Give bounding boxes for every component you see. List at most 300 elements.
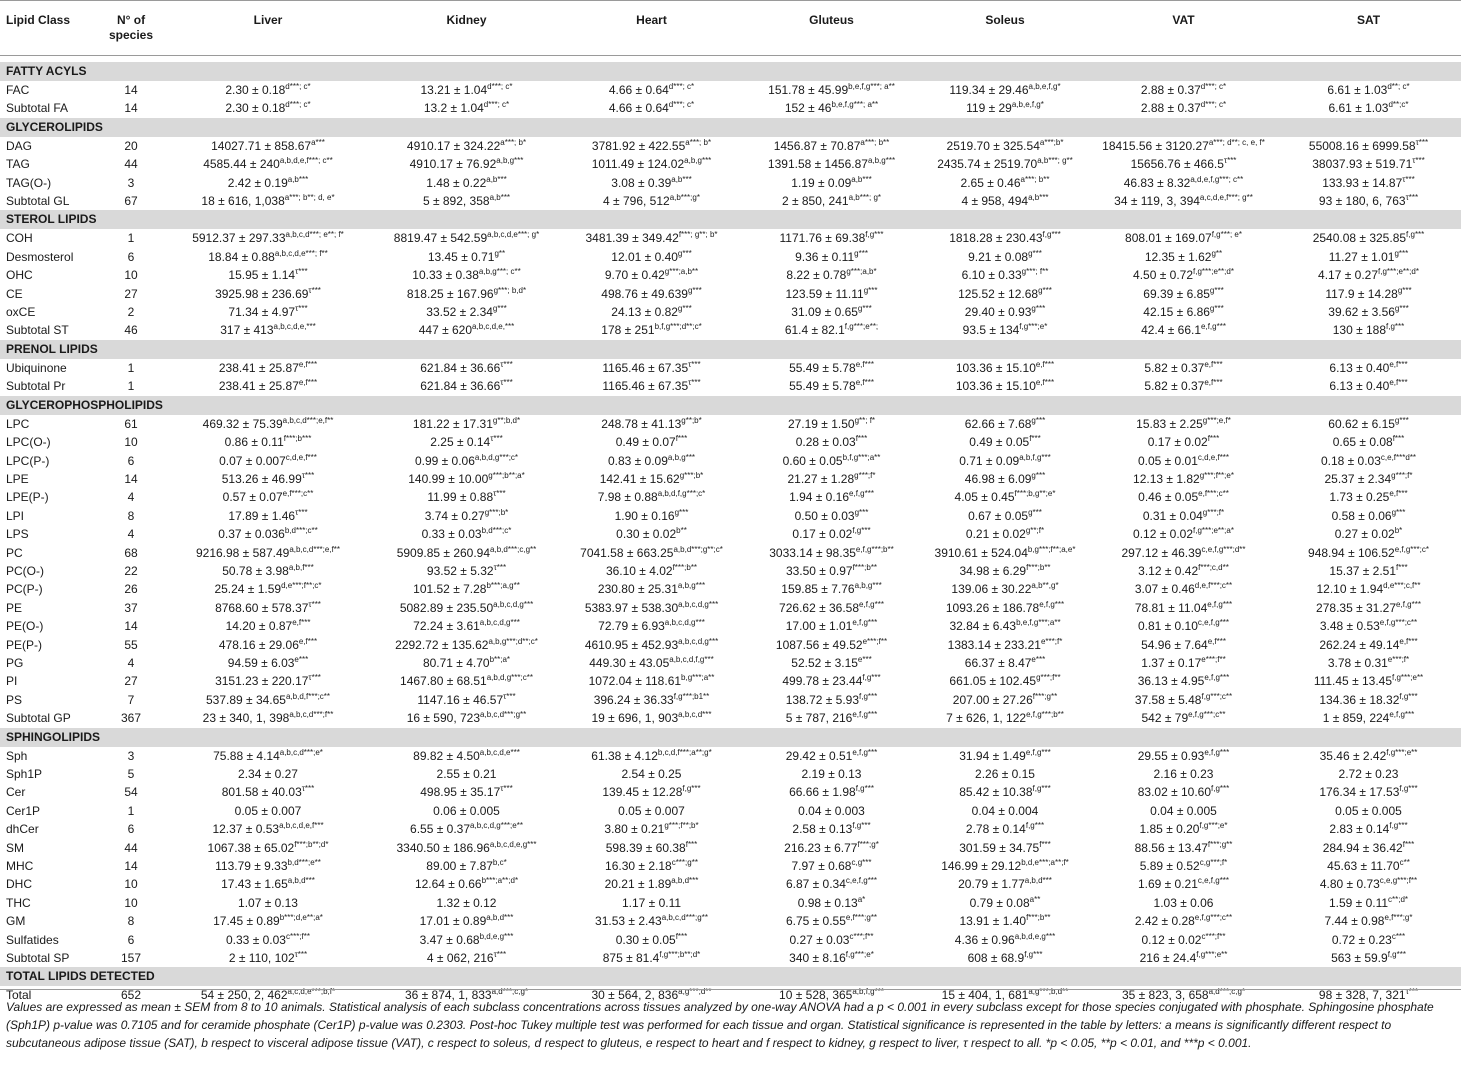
value-cell: $0.17 \pm 0.02^{f***}$ [1147, 434, 1220, 450]
value-cell: $2.42 \pm 0.19^{a,b***}$ [227, 174, 309, 190]
value-cell: $1818.28 \pm 230.43^{f,g***}$ [949, 230, 1061, 246]
value-cell: $4585.44 \pm 240^{a,b,d,e,f***; c**}$ [203, 156, 333, 172]
species-count-cell: 22 [124, 563, 138, 578]
value-cell: $3340.50 \pm 186.96^{a,b,c,d,e,g***}$ [396, 839, 537, 855]
value-cell: $818.25 \pm 167.96^{g***; b,d*}$ [406, 285, 527, 301]
section-header-row [0, 340, 1461, 359]
table-row [0, 691, 1461, 709]
value-cell: $45.63 \pm 11.70^{c**}$ [1327, 858, 1410, 874]
value-cell: $1.37 \pm 0.17^{e***;f**}$ [1141, 654, 1226, 670]
species-count-cell: 1 [127, 379, 135, 394]
column-header: Heart [636, 13, 667, 27]
value-cell: $301.59 \pm 34.75^{f***}$ [959, 839, 1051, 855]
section-title: PRENOL LIPIDS [0, 340, 1461, 359]
value-cell: $2.30 \pm 0.18^{d***; c*}$ [225, 100, 311, 116]
table-row [0, 377, 1461, 395]
value-cell: $0.98 \pm 0.13^{a*}$ [797, 894, 866, 910]
value-cell: $72.79 \pm 6.93^{a,b,c,d,g***}$ [598, 618, 705, 634]
value-cell: $75.88 \pm 4.14^{a,b,c,d***;e*}$ [213, 747, 323, 763]
value-cell: $7041.58 \pm 663.25^{a,b,d***;g**;c*}$ [580, 544, 723, 560]
value-cell: $2435.74 \pm 2519.70^{a,b***; g**}$ [937, 156, 1073, 172]
value-cell: $216.23 \pm 6.77^{f***;g*}$ [784, 839, 879, 855]
lipid-class-cell: Subtotal GL [6, 194, 70, 209]
table-row [0, 912, 1461, 930]
table-row [0, 470, 1461, 488]
value-cell: $4.80 \pm 0.73^{c,e,g***;f**}$ [1319, 876, 1418, 892]
footnote-divider [0, 989, 1461, 990]
lipid-class-cell: oxCE [6, 305, 36, 320]
table-row [0, 415, 1461, 433]
value-cell: $3.80 \pm 0.21^{g***;f**;b*}$ [604, 821, 699, 837]
value-cell: $29.40 \pm 0.93^{g***}$ [964, 304, 1046, 320]
table-row [0, 192, 1461, 210]
value-cell: 0.04 ± 0.004 [971, 803, 1039, 818]
value-cell: $801.58 \pm 40.03^{\tau***}$ [221, 784, 315, 800]
section-title: GLYCEROLIPIDS [0, 118, 1461, 137]
lipid-class-cell: LPC(O-) [6, 435, 51, 450]
value-cell: $27.19 \pm 1.50^{g**; f*}$ [787, 415, 876, 431]
value-cell: $0.30 \pm 0.05^{f***}$ [615, 931, 688, 947]
table-row [0, 452, 1461, 470]
species-count-cell: 5 [127, 767, 135, 781]
value-cell: $284.94 \pm 36.42^{f***}$ [1322, 839, 1415, 855]
value-cell: $0.57 \pm 0.07^{e,f***;c**}$ [222, 489, 314, 505]
value-cell: $20.21 \pm 1.89^{a,b,d***}$ [604, 876, 699, 892]
table-row [0, 875, 1461, 893]
lipid-class-cell: Subtotal FA [6, 101, 69, 116]
value-cell: 7 ± 626, 1, $122^{e,f,g***;b**}$ [946, 710, 1064, 726]
value-cell: $0.99 \pm 0.06^{a,b,d,g***;c*}$ [414, 452, 519, 468]
species-count-cell: 2 [127, 305, 135, 320]
lipid-class-cell: PE(P-) [6, 637, 42, 652]
value-cell: $3.47 \pm 0.68^{b,d,e,g***}$ [419, 931, 514, 947]
value-cell: $11.99 \pm 0.88^{\tau***}$ [427, 489, 506, 505]
value-cell: $0.33 \pm 0.03^{c***;f**}$ [226, 931, 310, 947]
value-cell: $13.21 \pm 1.04^{d***; c*}$ [420, 82, 513, 97]
value-cell: $3.07 \pm 0.46^{d,e,f***;c**}$ [1134, 581, 1233, 597]
value-cell: 15 ± 404, 1, $681^{a,g***;b,d**}$ [941, 987, 1069, 1003]
species-count-cell: 652 [120, 988, 142, 1003]
value-cell: $0.79 \pm 0.08^{a**}$ [969, 894, 1041, 910]
value-cell: $0.27 \pm 0.03^{c***;f**}$ [789, 931, 874, 947]
value-cell: 35 ± 823, 3, $658^{a,d***;c,g*}$ [1121, 987, 1246, 1003]
value-cell: $0.50 \pm 0.03^{g***}$ [794, 507, 869, 523]
value-cell: 98 ± 328, 7, $321^{\tau***}$ [1318, 987, 1419, 1003]
value-cell: $0.83 \pm 0.09^{a,b,g***}$ [607, 452, 696, 468]
species-count-cell: 10 [124, 895, 138, 910]
lipid-class-cell: Subtotal ST [6, 323, 69, 338]
lipid-class-cell: FAC [6, 83, 30, 97]
value-cell: $113.79 \pm 9.33^{b,d***;e**}$ [215, 858, 321, 874]
value-cell: $4.50 \pm 0.72^{f,g***;e**;d*}$ [1133, 267, 1234, 283]
value-cell: $6.61 \pm 1.03^{d**; c*}$ [1327, 82, 1410, 97]
species-count-cell: 3 [127, 748, 135, 763]
value-cell: $6.13 \pm 0.40^{e,f***}$ [1329, 359, 1408, 375]
species-count-cell: 26 [124, 582, 138, 597]
value-cell: $17.45 \pm 0.89^{b***;d,e**;a*}$ [213, 913, 323, 929]
value-cell: $0.18 \pm 0.03^{c,e,f***d**}$ [1320, 452, 1417, 468]
lipid-class-cell: PG [6, 655, 24, 670]
table-row [0, 654, 1461, 672]
value-cell: $8.22 \pm 0.78^{g***;a,b*}$ [786, 267, 877, 283]
table-row [0, 174, 1461, 192]
value-cell: $1.19 \pm 0.09^{a,b***}$ [791, 174, 872, 190]
value-cell: $3.48 \pm 0.53^{e,f,g***;c**}$ [1319, 618, 1418, 634]
value-cell: $139.06 \pm 30.22^{a,b**,g*}$ [951, 581, 1059, 597]
lipid-class-cell: DAG [6, 138, 33, 153]
value-cell: $542 \pm 79^{e,f,g***;c**}$ [1141, 710, 1226, 726]
value-cell: $20.79 \pm 1.77^{a,b,d***}$ [958, 876, 1052, 892]
value-cell: $3033.14 \pm 98.35^{e,f,g***;b**}$ [769, 544, 894, 560]
value-cell: $1.69 \pm 0.21^{c,e,f,g***}$ [1137, 876, 1230, 892]
value-cell: $9.21 \pm 0.08^{g***}$ [968, 248, 1042, 264]
value-cell: $621.84 \pm 36.66^{\tau***}$ [420, 359, 513, 375]
lipid-class-cell: GM [6, 914, 26, 929]
value-cell: $808.01 \pm 169.07^{f,g***; e*}$ [1125, 230, 1242, 246]
value-cell: $0.12 \pm 0.02^{c***;f**}$ [1141, 931, 1226, 947]
species-count-cell: 4 [127, 655, 135, 670]
species-count-cell: 10 [124, 435, 138, 450]
value-cell: $38037.93 \pm 519.71^{\tau***}$ [1312, 156, 1425, 172]
value-cell: 2.72 ± 0.23 [1338, 767, 1399, 781]
value-cell: $513.26 \pm 46.99^{\tau***}$ [221, 470, 315, 486]
value-cell: $0.28 \pm 0.03^{f***}$ [795, 434, 868, 450]
table-row [0, 137, 1461, 155]
table-row [0, 81, 1461, 99]
value-cell: $875 \pm 81.4^{f,g***;b**;d*}$ [602, 950, 701, 966]
value-cell: $1087.56 \pm 49.52^{e***;f**}$ [775, 636, 888, 652]
table-row [0, 709, 1461, 727]
value-cell: $2.83 \pm 0.14^{f,g***}$ [1329, 821, 1408, 837]
value-cell: $0.60 \pm 0.05^{b,f,g***;a**}$ [782, 452, 881, 468]
value-cell: $1.85 \pm 0.20^{f,g***;e*}$ [1139, 821, 1228, 837]
value-cell: $2.65 \pm 0.46^{a***; b**}$ [960, 174, 1050, 190]
value-cell: $1165.46 \pm 67.35^{\tau***}$ [602, 359, 701, 375]
section-title: STEROL LIPIDS [0, 210, 1461, 229]
value-cell: $1147.16 \pm 46.57^{\tau***}$ [417, 691, 516, 707]
species-count-cell: 1 [127, 803, 135, 818]
value-cell: $1.59 \pm 0.11^{c**;d*}$ [1328, 894, 1409, 910]
table-footnote: Values are expressed as mean ± SEM from 8 to 10 animals. Statistical analysis of each subclass concentrations across tissues analyzed by one-way ANOVA had a p < 0.001 in every subclass except for those species conjugated with phosphate. Sphingosine phosphate (Sph1P) p-value was 0.7105 and for ceramide phosphate (Cer1P) p-value was 0.2303. Post-hoc Tukey multiple test was performed for each tissue and organ. Statistical significance is represented in the table by letters: a means is significantly different respect to subcutaneous adipose tissue (SAT), b respect to visceral adipose tissue (VAT), c respect to soleus, d respect to gluteus, e respect to heart and f respect to kidney, g respect to liver, τ respect to all. *p < 0.05, **p < 0.01, and ***p < 0.001. [6, 1000, 1434, 1050]
value-cell: $13.45 \pm 0.71^{g**}$ [427, 248, 506, 264]
value-cell: $89.82 \pm 4.50^{a,b,c,d,e***}$ [413, 747, 520, 763]
value-cell: $4.17 \pm 0.27^{f,g***;e**;d*}$ [1318, 267, 1419, 283]
value-cell: $262.24 \pm 49.14^{e,f***}$ [1319, 636, 1418, 652]
table-row [0, 507, 1461, 525]
lipid-class-cell: Total [6, 988, 32, 1003]
value-cell: $4910.17 \pm 76.92^{a,b,g***}$ [409, 156, 524, 172]
table-row [0, 599, 1461, 617]
value-cell: $230.80 \pm 25.31^{a,b,g***}$ [597, 581, 706, 597]
value-cell: 93 ± 180, 6, $763^{\tau***}$ [1318, 193, 1419, 209]
value-cell: $1011.49 \pm 124.02^{a,b,g***}$ [591, 156, 712, 172]
value-cell: $478.16 \pm 29.06^{e,f***}$ [218, 636, 318, 652]
value-cell: $449.30 \pm 43.05^{a,b,c,d,f,g***}$ [589, 654, 714, 670]
value-cell: $50.78 \pm 3.98^{a,b,f***}$ [222, 562, 314, 578]
table-row [0, 783, 1461, 801]
lipid-class-cell: DHC [6, 877, 32, 892]
lipid-class-cell: LPC(P-) [6, 453, 50, 468]
lipid-class-cell: Sph [6, 748, 28, 763]
value-cell: 1.17 ± 0.11 [621, 895, 682, 910]
value-cell: $14027.71 \pm 858.67^{a***}$ [211, 137, 325, 153]
lipid-class-cell: PE [6, 600, 23, 615]
value-cell: $72.24 \pm 3.61^{a,b,c,d,g***}$ [413, 618, 520, 634]
column-header: Gluteus [809, 13, 854, 27]
value-cell: $5082.89 \pm 235.50^{a,b,c,d,g***}$ [399, 599, 534, 615]
column-header: VAT [1172, 13, 1195, 27]
lipid-class-cell: CE [6, 286, 23, 301]
section-header-row [0, 210, 1461, 229]
value-cell: $17.01 \pm 0.89^{a,b,d***}$ [419, 913, 514, 929]
value-cell: $948.94 \pm 106.52^{e,f,g***;c*}$ [1308, 544, 1429, 560]
species-count-cell: 44 [124, 157, 138, 172]
value-cell: $1.90 \pm 0.16^{g***}$ [614, 507, 689, 523]
lipid-class-cell: PC(P-) [6, 582, 43, 597]
value-cell: $55.49 \pm 5.78^{e,f***}$ [789, 359, 874, 375]
value-cell: 2.34 ± 0.27 [238, 767, 298, 781]
species-count-cell: 46 [124, 323, 138, 338]
table-row [0, 894, 1461, 912]
value-cell: $103.36 \pm 15.10^{e,f***}$ [955, 359, 1055, 375]
value-cell: $93.5 \pm 134^{f,g***;e*}$ [962, 322, 1048, 338]
value-cell: $3481.39 \pm 349.42^{f***; g**; b*}$ [585, 230, 718, 246]
table-row [0, 672, 1461, 690]
species-count-cell: 6 [127, 249, 135, 264]
value-cell: $138.72 \pm 5.93^{f,g***}$ [785, 691, 878, 707]
lipid-class-cell: LPC [6, 416, 30, 431]
table-row [0, 802, 1461, 820]
lipid-class-cell: LPE [6, 471, 29, 486]
value-cell: $1165.46 \pm 67.35^{\tau***}$ [602, 378, 701, 394]
value-cell: $11.27 \pm 1.01^{g***}$ [1328, 248, 1409, 264]
value-cell: $6.13 \pm 0.40^{e,f***}$ [1329, 378, 1408, 394]
value-cell: $4610.95 \pm 452.93^{a,b,c,d,g***}$ [584, 636, 719, 652]
lipid-class-cell: PS [6, 692, 23, 707]
value-cell: $2.58 \pm 0.13^{f,g***}$ [792, 821, 871, 837]
table-body [0, 56, 1461, 1005]
table-row [0, 285, 1461, 303]
value-cell: $16.30 \pm 2.18^{c***;g**}$ [605, 858, 698, 874]
column-header: Soleus [985, 13, 1025, 27]
value-cell: $103.36 \pm 15.10^{e,f***}$ [955, 378, 1055, 394]
value-cell: $8768.60 \pm 578.37^{\tau***}$ [215, 599, 321, 615]
value-cell: $12.01 \pm 0.40^{g***}$ [611, 248, 692, 264]
value-cell: $396.24 \pm 36.33^{f,g***;b1**}$ [593, 691, 710, 707]
value-cell: $7.97 \pm 0.68^{c,g***}$ [791, 858, 872, 874]
value-cell: $5909.85 \pm 260.94^{a,b,d***;c,g**}$ [396, 544, 537, 560]
species-count-cell: 7 [127, 692, 135, 707]
value-cell: 5 ± 787, $216^{e,f,g***}$ [785, 710, 878, 726]
value-cell: $94.59 \pm 6.03^{e***}$ [227, 654, 309, 670]
value-cell: $5.82 \pm 0.37^{e,f***}$ [1144, 378, 1223, 394]
value-cell: $46.98 \pm 6.09^{g***}$ [964, 470, 1046, 486]
section-title: SPHINGOLIPIDS [0, 728, 1461, 747]
value-cell: $0.49 \pm 0.07^{f***}$ [615, 434, 688, 450]
value-cell: $4.05 \pm 0.45^{f***;b,g**;e*}$ [954, 489, 1056, 505]
value-cell: $6.10 \pm 0.33^{g***; f**}$ [961, 267, 1049, 283]
value-cell: 36 ± 874, 1, $833^{a,d***;c,g*}$ [404, 987, 529, 1003]
value-cell: $61.38 \pm 4.12^{b,c,d,f***;a**;g*}$ [591, 747, 712, 763]
value-cell: $726.62 \pm 36.58^{e,f,g***}$ [779, 599, 884, 615]
value-cell: $4.66 \pm 0.64^{d***; c*}$ [608, 82, 695, 97]
value-cell: $238.41 \pm 25.87^{e,f***}$ [218, 378, 318, 394]
value-cell: $238.41 \pm 25.87^{e,f***}$ [218, 359, 318, 375]
value-cell: $0.05 \pm 0.01^{c,d,e,f***}$ [1137, 452, 1230, 468]
value-cell: $12.64 \pm 0.66^{b***;a**;d*}$ [414, 876, 519, 892]
value-cell: $447 \pm 620^{a,b,c,d,e,***}$ [418, 322, 515, 338]
value-cell: 0.04 ± 0.003 [798, 803, 865, 818]
species-count-cell: 55 [124, 637, 138, 652]
lipid-class-cell: dhCer [6, 822, 39, 837]
table-row [0, 580, 1461, 598]
value-cell: $130 \pm 188^{f,g***}$ [1332, 322, 1405, 338]
value-cell: $1391.58 \pm 1456.87^{a,b,g***}$ [767, 156, 896, 172]
value-cell: $66.37 \pm 8.47^{e***}$ [964, 654, 1046, 670]
species-count-cell: 61 [124, 416, 138, 431]
lipid-class-cell: Ubiquinone [6, 360, 67, 375]
value-cell: $621.84 \pm 36.66^{\tau***}$ [420, 378, 513, 394]
value-cell: $6.61 \pm 1.03^{d**;c*}$ [1328, 100, 1409, 116]
species-count-cell: 1 [127, 231, 135, 246]
value-cell: $1072.04 \pm 118.61^{b,g***;a**}$ [588, 673, 715, 689]
species-count-cell: 3 [127, 175, 135, 190]
value-cell: $0.12 \pm 0.02^{f,g***;e**;a*}$ [1133, 526, 1234, 542]
value-cell: $17.89 \pm 1.46^{\tau***}$ [228, 507, 308, 523]
value-cell: $0.71 \pm 0.09^{a,b,f,g***}$ [959, 452, 1051, 468]
table-row [0, 248, 1461, 266]
table-row [0, 562, 1461, 580]
table-row [0, 617, 1461, 635]
value-cell: $32.84 \pm 6.43^{b,e,f,g***;a**}$ [949, 618, 1061, 634]
species-count-cell: 6 [127, 453, 135, 468]
value-cell: $89.00 \pm 7.87^{b,c*}$ [426, 858, 507, 874]
table-row [0, 949, 1461, 967]
species-count-cell: 14 [124, 619, 138, 634]
value-cell: $2.42 \pm 0.28^{e,f,g***;c**}$ [1134, 913, 1233, 929]
species-count-cell: 68 [124, 545, 138, 560]
value-cell: 1.07 ± 0.13 [238, 895, 298, 910]
value-cell: $0.30 \pm 0.02^{b**}$ [616, 526, 687, 542]
value-cell: $142.41 \pm 15.62^{g***;b*}$ [599, 470, 704, 486]
column-header: N° of species [108, 13, 154, 42]
species-count-cell: 8 [127, 508, 135, 523]
value-cell: $6.87 \pm 0.34^{c,e,f,g***}$ [785, 876, 878, 892]
species-count-cell: 44 [124, 840, 138, 855]
table-row [0, 839, 1461, 857]
species-count-cell: 14 [124, 859, 138, 874]
lipid-class-cell: MHC [6, 859, 34, 874]
table-row [0, 820, 1461, 838]
value-cell: $537.89 \pm 34.65^{a,b,d,f***;c**}$ [205, 691, 331, 707]
value-cell: $9.70 \pm 0.42^{g***;a,b**}$ [604, 267, 699, 283]
value-cell: $0.86 \pm 0.11^{f***;b***}$ [224, 434, 312, 450]
value-cell: $18.84 \pm 0.88^{a,b,c,d,e***; f**}$ [208, 248, 328, 264]
value-cell: $0.58 \pm 0.06^{g***}$ [1331, 507, 1406, 523]
species-count-cell: 6 [127, 932, 135, 947]
table-row [0, 433, 1461, 451]
lipid-class-cell: LPI [6, 508, 25, 523]
species-count-cell: 4 [127, 490, 135, 505]
value-cell: $499.78 \pm 23.44^{f,g***}$ [782, 673, 881, 689]
value-cell: $24.13 \pm 0.82^{g***}$ [611, 304, 692, 320]
value-cell: $498.76 \pm 49.639^{g***}$ [601, 285, 702, 301]
value-cell: $37.58 \pm 5.48^{f,g***;c**}$ [1134, 691, 1233, 707]
value-cell: $3151.23 \pm 220.17^{\tau***}$ [215, 673, 321, 689]
value-cell: $12.35 \pm 1.62^{g**}$ [1144, 248, 1223, 264]
value-cell: $3910.61 \pm 524.04^{b,g***;f**;a,e*}$ [934, 544, 1076, 560]
value-cell: $31.94 \pm 1.49^{e,f,g***}$ [959, 747, 1051, 763]
lipid-class-cell: PI [6, 674, 18, 689]
value-cell: 4 ± 796, $512^{a,b***;g*}$ [603, 193, 700, 209]
value-cell: $317 \pm 413^{a,b,c,d,e,***}$ [220, 322, 316, 338]
column-header: SAT [1356, 13, 1381, 27]
value-cell: $69.39 \pm 6.85^{g***}$ [1143, 285, 1224, 301]
value-cell: $1.94 \pm 0.16^{e,f,g***}$ [789, 489, 874, 505]
lipid-class-cell: Subtotal Pr [6, 379, 66, 394]
value-cell: $0.21 \pm 0.02^{g**;f*}$ [965, 526, 1045, 542]
lipid-class-cell: Subtotal SP [6, 951, 70, 966]
value-cell: $52.52 \pm 3.15^{e***}$ [791, 654, 872, 670]
value-cell: $93.52 \pm 5.32^{\tau***}$ [426, 562, 507, 578]
value-cell: $0.46 \pm 0.05^{e,f***;c**}$ [1138, 489, 1229, 505]
value-cell: 10 ± 528, $365^{a,b,f,g***}$ [779, 987, 884, 1003]
value-cell: $2540.08 \pm 325.85^{f,g***}$ [1312, 230, 1425, 246]
value-cell: $1171.76 \pm 69.38^{f,g***}$ [779, 230, 884, 246]
value-cell: $18415.56 \pm 3120.27^{a***; d**; c, e, f*}$ [1102, 137, 1265, 153]
value-cell: $117.9 \pm 14.28^{g***}$ [1325, 285, 1412, 301]
value-cell: $2292.72 \pm 135.62^{a,b,g***;d**;c*}$ [395, 636, 538, 652]
value-cell: $0.81 \pm 0.10^{c,e,f,g***}$ [1137, 618, 1230, 634]
value-cell: $42.15 \pm 6.86^{g***}$ [1143, 304, 1224, 320]
value-cell: $2.88 \pm 0.37^{d***; c*}$ [1140, 82, 1227, 97]
value-cell: $5912.37 \pm 297.33^{a,b,c,d***; e**; f*}$ [192, 230, 344, 246]
section-header-row [0, 118, 1461, 137]
lipid-class-cell: Subtotal GP [6, 711, 71, 726]
value-cell: $12.10 \pm 1.94^{d,e***;c,f**}$ [1316, 581, 1421, 597]
value-cell: $7.98 \pm 0.88^{a,b,d,f,g***;c*}$ [597, 489, 706, 505]
species-count-cell: 4 [127, 527, 135, 542]
value-cell: $0.07 \pm 0.007^{c,d,e,f***}$ [219, 452, 317, 468]
value-cell: $62.66 \pm 7.68^{g***}$ [964, 415, 1046, 431]
value-cell: 2.54 ± 0.25 [621, 767, 682, 781]
value-cell: $216 \pm 24.4^{f,g***;e**}$ [1139, 950, 1228, 966]
section-title: GLYCEROPHOSPHOLIPIDS [0, 396, 1461, 415]
value-cell: $469.32 \pm 75.39^{a,b,c,d***;e,f**}$ [202, 415, 334, 431]
value-cell: $31.53 \pm 2.43^{a,b,c,d***;g**}$ [595, 913, 708, 929]
lipid-class-cell: Desmosterol [6, 249, 74, 264]
section-header-row [0, 967, 1461, 986]
table-row [0, 303, 1461, 321]
value-cell: $13.91 \pm 1.40^{f***;b**}$ [959, 913, 1051, 929]
table-row [0, 857, 1461, 875]
species-count-cell: 27 [124, 674, 138, 689]
value-cell: $31.09 \pm 0.65^{g***}$ [791, 304, 872, 320]
value-cell: $5.82 \pm 0.37^{e,f***}$ [1144, 359, 1223, 375]
value-cell: 34 ± 119, 3, $394^{a,c,d,e,f***; g**}$ [1114, 193, 1253, 209]
lipid-class-cell: PE(O-) [6, 619, 44, 634]
value-cell: $36.10 \pm 4.02^{f***;b**}$ [605, 562, 698, 578]
value-cell: $133.93 \pm 14.87^{\tau***}$ [1322, 174, 1415, 190]
lipid-class-cell: TAG [6, 157, 30, 172]
value-cell: $13.2 \pm 1.04^{d***; c*}$ [423, 100, 510, 116]
value-cell: 2.26 ± 0.15 [975, 767, 1035, 781]
value-cell: $25.37 \pm 2.34^{g***;f*}$ [1324, 470, 1413, 486]
value-cell: $9216.98 \pm 587.49^{a,b,c,d***;e,f**}$ [195, 544, 341, 560]
value-cell: $15.83 \pm 2.25^{g***;e,f*}$ [1136, 415, 1231, 431]
value-cell: 18 ± 616, $1,038^{a***; b**; d, e*}$ [201, 193, 335, 209]
value-cell: $123.59 \pm 11.11^{g***}$ [785, 285, 878, 301]
